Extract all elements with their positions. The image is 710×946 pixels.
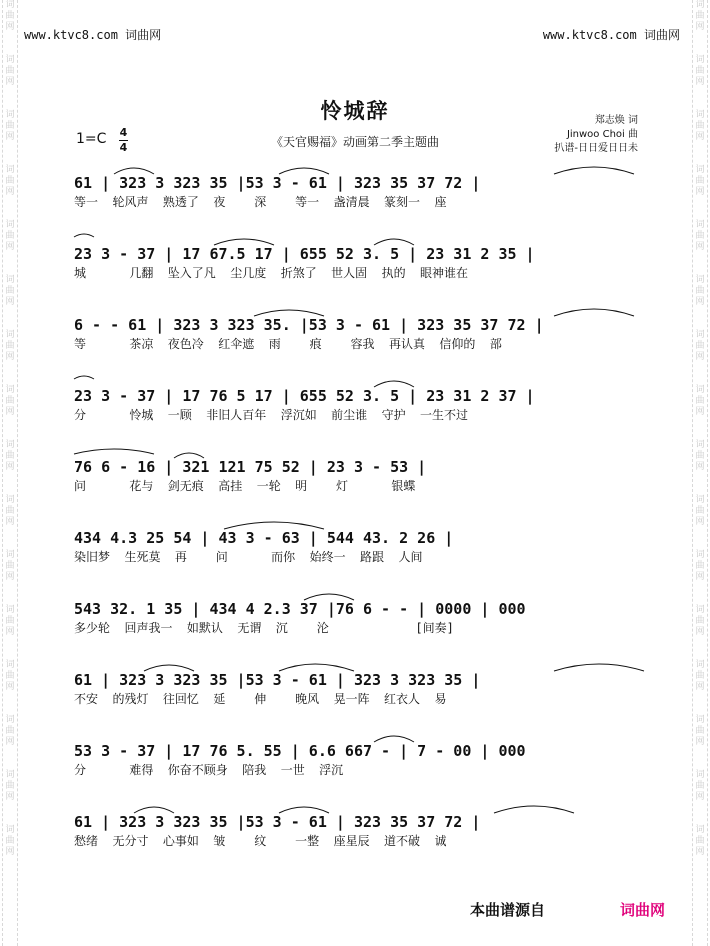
watermark-gap (3, 253, 17, 264)
watermark-gap (3, 638, 17, 649)
watermark-char: 曲 (5, 396, 15, 406)
watermark-char: 网 (695, 517, 705, 527)
watermark-char: 网 (5, 407, 15, 417)
watermark-gap (3, 473, 17, 484)
watermark-char: 词 (695, 770, 705, 780)
watermark-gap (3, 528, 17, 539)
slur-marks (74, 373, 644, 387)
notation-line: 61 | 323 3 323 35 |53 3 - 61 | 323 35 37 72 | (74, 174, 481, 192)
notation-line: 543 32. 1 35 | 434 4 2.3 37 |76 6 - - | 0000 | 000 (74, 600, 526, 618)
watermark-char: 网 (5, 627, 15, 637)
watermark-char: 网 (695, 792, 705, 802)
watermark-char: 曲 (695, 396, 705, 406)
watermark-char: 网 (695, 297, 705, 307)
watermark-gap (3, 704, 17, 715)
notation-line: 53 3 - 37 | 17 76 5. 55 | 6.6 667 - | 7 - 00 | 000 (74, 742, 526, 760)
watermark-char: 词 (695, 660, 705, 670)
watermark-char: 网 (695, 187, 705, 197)
watermark-char: 网 (695, 22, 705, 32)
watermark-gap (693, 539, 707, 550)
song-subtitle: 《天官赐福》动画第二季主题曲 (270, 135, 439, 149)
watermark-url-right: www.ktvc8.com 词曲网 (542, 28, 680, 42)
watermark-char: 词 (695, 495, 705, 505)
watermark-gap (693, 154, 707, 165)
watermark-char: 词 (5, 165, 15, 175)
notation-line: 23 3 - 37 | 17 76 5 17 | 655 52 3. 5 | 23 31 2 37 | (74, 387, 535, 405)
lyricist-credit: 郑志焕 词 (594, 115, 638, 126)
lyric-line: 等 茶凉 夜色冷 红伞遮 雨 痕 容我 再认真 信仰的 部 (74, 337, 502, 351)
watermark-gap (3, 198, 17, 209)
watermark-gap (3, 759, 17, 770)
watermark-char: 曲 (5, 11, 15, 21)
time-signature: 4 4 (119, 126, 128, 154)
lyric-line: 分 怜城 一顾 非旧人百年 浮沉如 前尘谁 守护 一生不过 (74, 408, 469, 422)
slur-marks (74, 728, 644, 742)
watermark-char: 网 (5, 462, 15, 472)
composer-credit: Jinwoo Choi 曲 (566, 129, 638, 140)
watermark-char: 曲 (695, 286, 705, 296)
watermark-gap (693, 264, 707, 275)
watermark-gap (3, 649, 17, 660)
watermark-char: 词 (5, 330, 15, 340)
watermark-char: 曲 (5, 836, 15, 846)
watermark-char: 词 (695, 220, 705, 230)
watermark-char: 曲 (5, 726, 15, 736)
watermark-char: 网 (5, 242, 15, 252)
watermark-char: 词 (5, 440, 15, 450)
watermark-char: 曲 (695, 66, 705, 76)
watermark-char: 词 (5, 770, 15, 780)
watermark-gap (693, 583, 707, 594)
watermark-char: 词 (5, 715, 15, 725)
watermark-gap (3, 869, 17, 880)
watermark-char: 曲 (695, 726, 705, 736)
lyric-line: 染旧梦 生死莫 再 问 而你 始终一 路跟 人间 (74, 550, 423, 564)
watermark-gap (3, 429, 17, 440)
watermark-char: 词 (5, 275, 15, 285)
watermark-char: 曲 (5, 121, 15, 131)
key-signature: 1=C (76, 131, 107, 147)
watermark-char: 网 (695, 462, 705, 472)
watermark-char: 曲 (695, 451, 705, 461)
watermark-char: 词 (695, 385, 705, 395)
watermark-char: 词 (695, 55, 705, 65)
score-line (74, 385, 644, 423)
watermark-char: 词 (695, 165, 705, 175)
watermark-char: 词 (5, 110, 15, 120)
score-line (74, 598, 644, 636)
score-line (74, 172, 644, 210)
watermark-char: 词 (695, 550, 705, 560)
watermark-gap (693, 869, 707, 880)
watermark-char: 曲 (5, 286, 15, 296)
slur-marks (74, 302, 644, 316)
watermark-char: 词 (695, 825, 705, 835)
watermark-gap (693, 594, 707, 605)
watermark-gap (693, 253, 707, 264)
lyric-line: 愁绪 无分寸 心事如 皱 纹 一整 座星辰 道不破 诚 (74, 834, 447, 848)
watermark-char: 网 (5, 22, 15, 32)
slur-marks (74, 657, 644, 671)
watermark-char: 曲 (695, 121, 705, 131)
transcriber-credit: 扒谱-日日爱日日未 (554, 143, 638, 154)
slur-marks (74, 231, 644, 245)
watermark-gap (693, 374, 707, 385)
watermark-char: 词 (5, 220, 15, 230)
watermark-char: 词 (5, 605, 15, 615)
watermark-char: 网 (5, 77, 15, 87)
watermark-char: 网 (5, 572, 15, 582)
watermark-char: 网 (695, 847, 705, 857)
watermark-gap (693, 814, 707, 825)
watermark-char: 曲 (695, 671, 705, 681)
watermark-gap (693, 693, 707, 704)
watermark-gap (3, 858, 17, 869)
watermark-char: 曲 (5, 561, 15, 571)
watermark-gap (3, 693, 17, 704)
watermark-char: 曲 (695, 836, 705, 846)
watermark-char: 曲 (695, 561, 705, 571)
watermark-gap (3, 308, 17, 319)
watermark-url-left: www.ktvc8.com 词曲网 (24, 28, 162, 42)
watermark-char: 网 (5, 682, 15, 692)
watermark-char: 网 (5, 847, 15, 857)
watermark-gap (3, 594, 17, 605)
watermark-char: 网 (5, 132, 15, 142)
watermark-gap (3, 803, 17, 814)
notation-line: 61 | 323 3 323 35 |53 3 - 61 | 323 35 37 72 | (74, 813, 481, 831)
watermark-char: 词 (5, 660, 15, 670)
watermark-char: 词 (5, 385, 15, 395)
watermark-char: 网 (695, 682, 705, 692)
score-line (74, 243, 644, 281)
slur-marks (74, 799, 644, 813)
watermark-char: 网 (695, 77, 705, 87)
watermark-char: 网 (695, 627, 705, 637)
score-line (74, 456, 644, 494)
watermark-char: 网 (5, 187, 15, 197)
watermark-gap (3, 363, 17, 374)
watermark-char: 词 (5, 825, 15, 835)
watermark-char: 词 (5, 550, 15, 560)
watermark-char: 网 (5, 792, 15, 802)
watermark-char: 词 (695, 440, 705, 450)
credits (554, 114, 638, 156)
watermark-char: 网 (5, 737, 15, 747)
lyric-line: 等一 轮风声 熟透了 夜 深 等一 盏清晨 篆刻一 座 (74, 195, 447, 209)
watermark-char: 网 (5, 352, 15, 362)
notation-line: 434 4.3 25 54 | 43 3 - 63 | 544 43. 2 26 | (74, 529, 454, 547)
watermark-gap (3, 33, 17, 44)
watermark-char: 曲 (695, 176, 705, 186)
watermark-gap (3, 748, 17, 759)
watermark-gap (3, 539, 17, 550)
notation-line: 61 | 323 3 323 35 |53 3 - 61 | 323 3 323 35 | (74, 671, 481, 689)
lyric-line: 不安 的残灯 往回忆 延 伸 晚风 晃一阵 红衣人 易 (74, 692, 447, 706)
watermark-char: 网 (5, 297, 15, 307)
watermark-gap (693, 429, 707, 440)
watermark-char: 网 (695, 242, 705, 252)
watermark-gap (693, 44, 707, 55)
watermark-gap (3, 319, 17, 330)
watermark-char: 曲 (695, 506, 705, 516)
watermark-char: 网 (5, 517, 15, 527)
watermark-gap (693, 198, 707, 209)
watermark-char: 曲 (695, 231, 705, 241)
watermark-gap (693, 528, 707, 539)
watermark-char: 词 (695, 605, 705, 615)
watermark-gap (693, 803, 707, 814)
watermark-gap (693, 319, 707, 330)
watermark-char: 词 (695, 275, 705, 285)
watermark-char: 网 (695, 572, 705, 582)
watermark-char: 曲 (5, 781, 15, 791)
watermark-gap (3, 154, 17, 165)
watermark-gap (3, 374, 17, 385)
watermark-gap (3, 264, 17, 275)
watermark-char: 曲 (5, 671, 15, 681)
watermark-gap (693, 473, 707, 484)
watermark-char: 曲 (5, 506, 15, 516)
slur-marks (74, 586, 644, 600)
source-credit: 本曲谱源自 (470, 901, 546, 919)
score-line (74, 314, 644, 352)
score-line (74, 527, 644, 565)
watermark-char: 网 (695, 737, 705, 747)
watermark-char: 词 (695, 0, 705, 10)
watermark-char: 曲 (695, 616, 705, 626)
watermark-gap (693, 759, 707, 770)
watermark-char: 曲 (695, 11, 705, 21)
watermark-gap (693, 363, 707, 374)
watermark-char: 词 (5, 55, 15, 65)
lyric-line: 问 花与 剑无痕 高挂 一轮 明 灯 银蝶 (74, 479, 416, 493)
score-line (74, 811, 644, 849)
watermark-gap (693, 748, 707, 759)
slur-marks (74, 515, 644, 529)
watermark-char: 曲 (5, 66, 15, 76)
notation-line: 76 6 - 16 | 321 121 75 52 | 23 3 - 53 | (74, 458, 427, 476)
watermark-char: 词 (5, 495, 15, 505)
lyric-line: 城 几翻 坠入了凡 尘几度 折煞了 世人固 执的 眼神谁在 (74, 266, 469, 280)
watermark-gap (3, 814, 17, 825)
watermark-gap (3, 418, 17, 429)
watermark-char: 网 (695, 132, 705, 142)
watermark-char: 曲 (695, 341, 705, 351)
score-line (74, 740, 644, 778)
score-line (74, 669, 644, 707)
watermark-gap (693, 704, 707, 715)
lyric-line: 分 难得 你奋不顾身 陪我 一世 浮沉 (74, 763, 344, 777)
slur-marks (74, 444, 644, 458)
notation-line: 6 - - 61 | 323 3 323 35. |53 3 - 61 | 323 35 37 72 | (74, 316, 544, 334)
watermark-char: 网 (695, 407, 705, 417)
watermark-char: 词 (695, 715, 705, 725)
watermark-char: 曲 (5, 451, 15, 461)
watermark-char: 曲 (695, 781, 705, 791)
watermark-gap (3, 583, 17, 594)
watermark-gap (693, 638, 707, 649)
watermark-gap (693, 484, 707, 495)
watermark-char: 词 (695, 110, 705, 120)
watermark-gap (693, 33, 707, 44)
site-brand-link[interactable]: 词曲网 (620, 901, 666, 919)
watermark-gap (693, 209, 707, 220)
watermark-gap (3, 44, 17, 55)
watermark-char: 曲 (5, 616, 15, 626)
watermark-gap (693, 858, 707, 869)
notation-line: 23 3 - 37 | 17 67.5 17 | 655 52 3. 5 | 23 31 2 35 | (74, 245, 535, 263)
watermark-gap (693, 308, 707, 319)
watermark-char: 词 (5, 0, 15, 10)
watermark-gap (693, 418, 707, 429)
watermark-gap (3, 484, 17, 495)
watermark-char: 曲 (5, 341, 15, 351)
song-title: 怜城辞 (320, 99, 390, 123)
watermark-char: 词 (695, 330, 705, 340)
watermark-char: 曲 (5, 176, 15, 186)
watermark-char: 网 (695, 352, 705, 362)
slur-marks (74, 160, 644, 174)
watermark-gap (3, 209, 17, 220)
watermark-gap (693, 649, 707, 660)
lyric-line: 多少轮 回声我一 如默认 无谓 沉 沦 [间奏] (74, 621, 454, 635)
watermark-char: 曲 (5, 231, 15, 241)
